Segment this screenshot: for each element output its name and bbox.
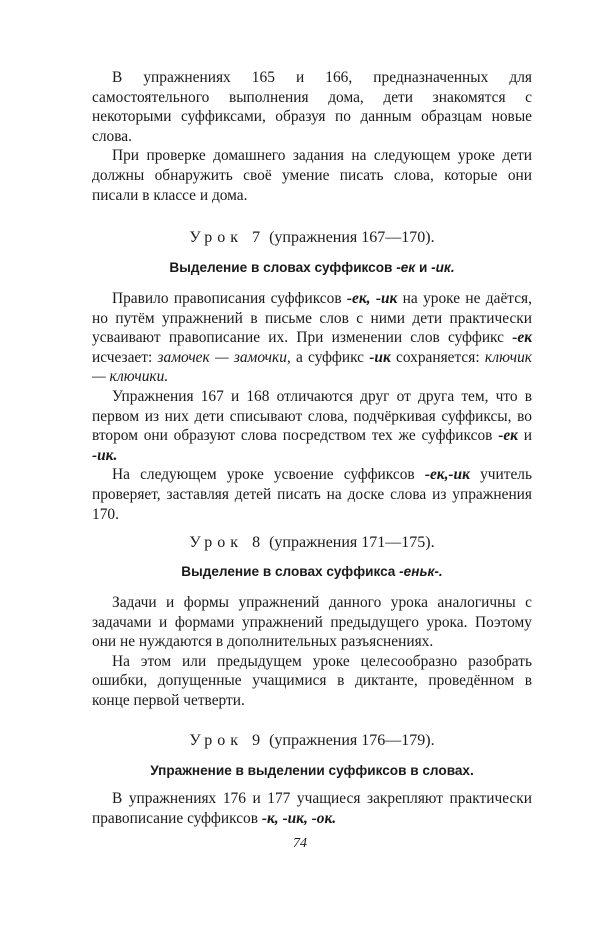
lesson-8-range: (упражнения 171—175). <box>269 534 435 551</box>
lesson-7-body <box>92 289 532 524</box>
lesson-7-paragraph-1: Правило правописания суффиксов -ек, -ик на уроке не даётся, но путём упражнений в письме слов с ними дети практически усваивают правописание их. При изменении слов суффикс -ек исчезает: замочек — замочки, а суффикс -ик сохраняется: ключик — ключики. <box>92 290 532 386</box>
lesson-8-title <box>92 533 532 553</box>
lesson-9-heading: Упражнение в выделении суффиксов в словах. <box>150 763 474 778</box>
lesson-9-range: (упражнения 176—179). <box>269 732 435 749</box>
lesson-9-title <box>92 731 532 751</box>
intro-paragraph-2: При проверке домашнего задания на следующем уроке дети должны обнаружить своё умение писать слова, которые они писали в классе и дома. <box>92 147 532 204</box>
lesson-8-paragraph-2: На этом или предыдущем уроке целесообразно разобрать ошибки, допущенные учащимися в диктанте, проведённом в конце первой четверти. <box>92 652 532 709</box>
intro-paragraph-1: В упражнениях 165 и 166, предназначенных для самостоятельного выполнения дома, дети знакомятся с некоторыми суффиксами, образуя по данным образцам новые слова. <box>92 69 532 145</box>
page-number: 74 <box>293 836 307 851</box>
lesson-7-range: (упражнения 167—170). <box>269 229 435 246</box>
lesson-8-word: Урок 8 <box>189 534 266 551</box>
lesson-9-word: Урок 9 <box>189 732 266 749</box>
lesson-8-body <box>92 593 532 711</box>
intro-section <box>92 68 532 205</box>
lesson-7-title <box>92 228 532 248</box>
lesson-9-body <box>92 789 532 828</box>
lesson-8-paragraph-1: Задачи и формы упражнений данного урока аналогичны с задачами и формами упражнений предыдущего урока. Поэтому они не нуждаются в дополнительных разъяснениях. <box>92 594 532 651</box>
lesson-7-word: Урок 7 <box>189 229 266 246</box>
lesson-7-paragraph-3: На следующем уроке усвоение суффиксов -ек,-ик учитель проверяет, заставляя детей писать на доске слова из упражнения 170. <box>92 466 532 523</box>
lesson-7-paragraph-2: Упражнения 167 и 168 отличаются друг от друга тем, что в первом из них дети списывают слова, подчёркивая суффиксы, во втором они образуют слова посредством тех же суффиксов -ек и -ик. <box>92 387 532 464</box>
lesson-8-heading: Выделение в словах суффикса -еньк-. <box>181 564 443 579</box>
lesson-7-heading: Выделение в словах суффиксов -ек и -ик. <box>169 260 455 275</box>
lesson-9-paragraph-1: В упражнениях 176 и 177 учащиеся закрепляют практически правописание суффиксов -к, -ик, -ок. <box>92 790 532 827</box>
